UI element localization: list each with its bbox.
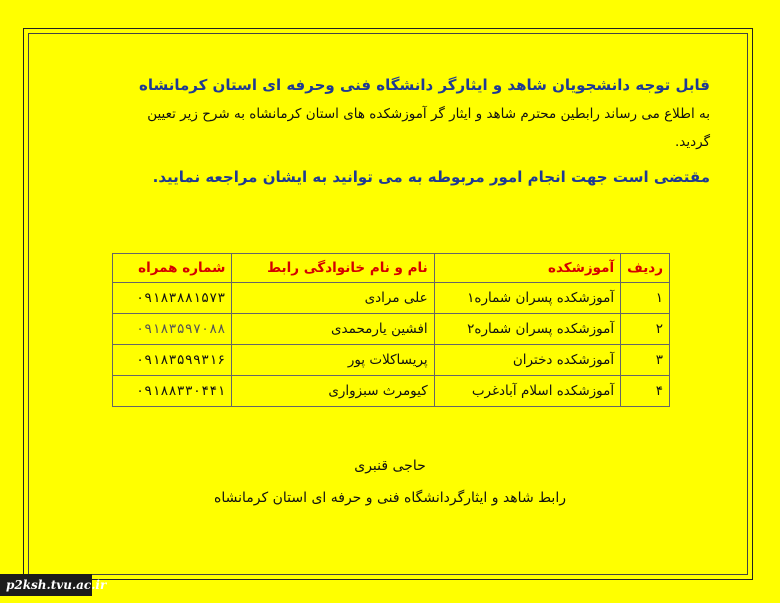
name-cell: کیومرث سبزواری [232,376,434,407]
liaison-table [112,253,670,407]
signature-title: رابط شاهد و ایثارگردانشگاه فنی و حرفه ای استان کرمانشاه [214,490,566,506]
row-number: ۳ [621,345,670,376]
notice-block [70,70,710,192]
phone-cell: ۰۹۱۸۳۵۹۹۳۱۶ [113,345,232,376]
row-number: ۴ [621,376,670,407]
school-cell: آموزشکده پسران شماره۲ [434,314,620,345]
name-cell: افشین یارمحمدی [232,314,434,345]
table-row [113,314,670,345]
row-number: ۱ [621,283,670,314]
site-logo[interactable]: p2ksh.tvu.ac.ir [0,574,92,596]
name-cell: علی مرادی [232,283,434,314]
table-row [113,345,670,376]
name-cell: پریساکلات پور [232,345,434,376]
notice-body-line1: به اطلاع می رساند رابطین محترم شاهد و ایثار گر آموزشکده های استان کرمانشاه به شرح زیر تعیین [147,106,710,122]
notice-heading: قابل توجه دانشجویان شاهد و ایثارگر دانشگاه فنی وحرفه ای استان کرمانشاه [138,76,710,94]
table-row [113,376,670,407]
row-number: ۲ [621,314,670,345]
header-school: آموزشکده [434,254,620,283]
school-cell: آموزشکده اسلام آبادغرب [434,376,620,407]
phone-cell: ۰۹۱۸۳۵۹۷۰۸۸ [113,314,232,345]
table-row [113,283,670,314]
table-header-row [113,254,670,283]
phone-cell: ۰۹۱۸۳۸۸۱۵۷۳ [113,283,232,314]
school-cell: آموزشکده پسران شماره۱ [434,283,620,314]
phone-cell: ۰۹۱۸۸۳۳۰۴۴۱ [113,376,232,407]
signature-name: حاجی قنبری [354,458,426,474]
header-row-number: ردیف [621,254,670,283]
school-cell: آموزشکده دختران [434,345,620,376]
notice-body-line2: گردید. [674,134,710,150]
header-name: نام و نام خانوادگی رابط [232,254,434,283]
notice-instruction: مقتضی است جهت انجام امور مربوطه به می توانید به ایشان مراجعه نمایید. [152,168,710,186]
header-phone: شماره همراه [113,254,232,283]
